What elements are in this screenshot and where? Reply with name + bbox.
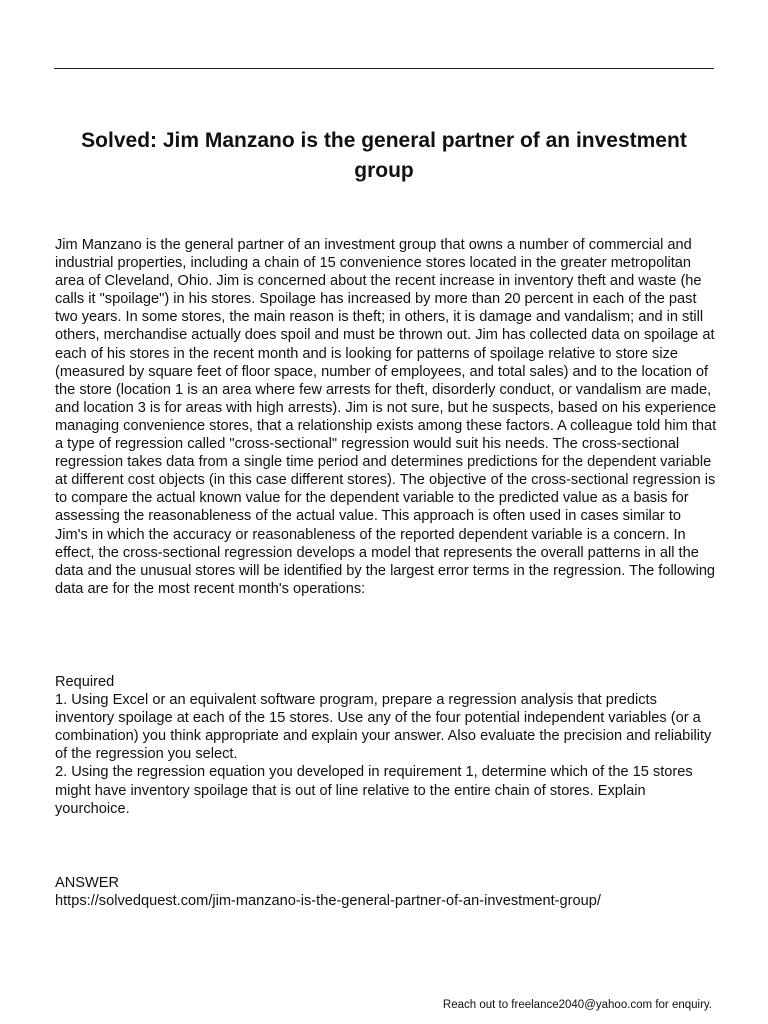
required-heading: Required <box>55 674 115 690</box>
footer-note: Reach out to freelance2040@yahoo.com for enquiry. <box>442 999 712 1011</box>
answer-heading: ANSWER <box>55 875 120 891</box>
requirement-2: 2. Using the regression equation you developed in requirement 1, determine which of the 15 stores might have inventory spoilage that is out of line relative to the entire chain of stores. Explain yourchoice. <box>55 764 693 817</box>
answer-section <box>55 874 717 910</box>
header-divider <box>54 68 714 69</box>
required-section <box>55 673 717 818</box>
requirement-1: 1. Using Excel or an equivalent software program, prepare a regression analysis that predicts inventory spoilage at each of the 15 stores. Use any of the four potential independent variables (or a combination) you think appropriate and explain your answer. Also evaluate the precision and reliability of the regression you select. <box>55 692 712 763</box>
document-title: Solved: Jim Manzano is the general partner of an investment group <box>81 129 687 182</box>
answer-link[interactable]: https://solvedquest.com/jim-manzano-is-the-general-partner-of-an-investment-group/ <box>55 893 601 910</box>
intro-paragraph: Jim Manzano is the general partner of an investment group that owns a number of commercial and industrial properties, including a chain of 15 convenience stores located in the greater metropolitan area of Cleveland, Ohio. Jim is concerned about the recent increase in inventory theft and waste (he calls it "spoilage") in his stores. Spoilage has increased by more than 20 percent in each of the past two years. In some stores, the main reason is theft; in others, it is damage and vandalism; and in still others, merchandise actually does spoil and must be thrown out. Jim has collected data on spoilage at each of his stores in the recent month and is looking for patterns of spoilage relative to store size (measured by square feet of floor space, number of employees, and total sales) and to the location of the store (location 1 is an area where few arrests for theft, disorderly conduct, or vandalism are made, and location 3 is for areas with high arrests). Jim is not sure, but he suspects, based on his experience managing convenience stores, that a relationship exists among these factors. A colleague told him that a type of regression called "cross-sectional" regression would suit his needs. The cross-sectional regression takes data from a single time period and determines predictions for the dependent variable at different cost objects (in this case different stores). The objective of the cross-sectional regression is to compare the actual known value for the dependent variable to the predicted value as a basis for assessing the reasonableness of the actual value. This approach is often used in cases similar to Jim's in which the accuracy or reasonableness of the reported dependent variable is a concern. In effect, the cross-sectional regression develops a model that represents the overall patterns in all the data and the unusual stores will be identified by the largest error terms in the regression. The following data are for the most recent month's operations: <box>55 237 717 597</box>
